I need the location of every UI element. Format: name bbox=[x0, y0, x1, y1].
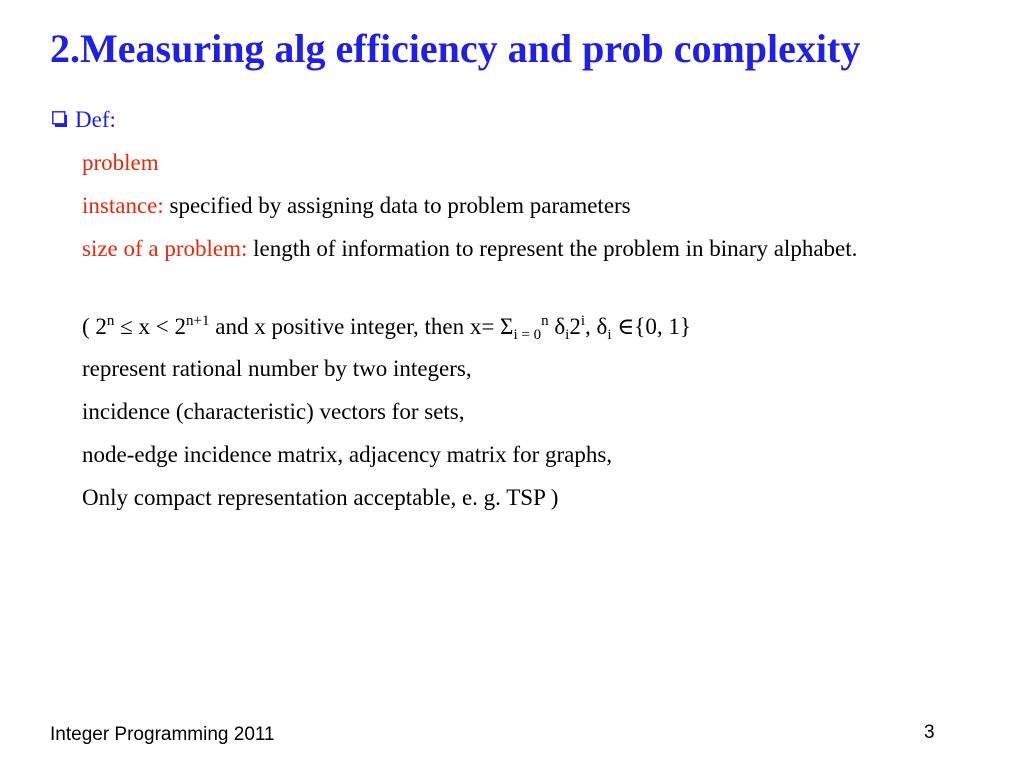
formula-part: and x positive integer, then x= Σ bbox=[209, 314, 514, 339]
checkbox-icon bbox=[52, 111, 68, 128]
instance-term: instance: bbox=[82, 193, 164, 218]
formula-superscript: n bbox=[106, 313, 115, 329]
formula-subscript: i bbox=[565, 327, 570, 343]
page-number: 3 bbox=[924, 722, 935, 743]
node-edge-line: node-edge incidence matrix, adjacency matrix for graphs, bbox=[82, 442, 613, 467]
size-line bbox=[82, 232, 970, 265]
size-term: size of a problem: bbox=[82, 236, 248, 261]
formula-part: 2 bbox=[569, 314, 581, 339]
formula-subscript: i bbox=[607, 327, 612, 343]
problem-term: problem bbox=[82, 150, 159, 175]
formula-part: ∈{0, 1} bbox=[611, 314, 691, 339]
formula-superscript: i bbox=[580, 313, 586, 329]
def-bullet bbox=[52, 106, 116, 134]
size-definition: length of information to represent the problem in binary alphabet. bbox=[247, 236, 858, 261]
compact-line: Only compact representation acceptable, e. g. TSP ) bbox=[82, 485, 559, 510]
formula-part: δ bbox=[548, 314, 566, 339]
formula-superscript: n bbox=[541, 313, 549, 329]
instance-line bbox=[82, 189, 970, 222]
incidence-line: incidence (characteristic) vectors for sets, bbox=[82, 399, 465, 424]
formula-part: , δ bbox=[585, 314, 608, 339]
formula-line bbox=[82, 310, 970, 343]
formula-subscript: i = 0 bbox=[513, 327, 542, 343]
slide-title: 2.Measuring alg efficiency and prob complexity bbox=[50, 26, 861, 71]
footer-course: Integer Programming 2011 bbox=[50, 724, 275, 745]
formula-superscript: n+1 bbox=[186, 313, 210, 329]
instance-definition: specified by assigning data to problem parameters bbox=[163, 193, 631, 218]
rational-line: represent rational number by two integers, bbox=[82, 356, 472, 381]
formula-part: ≤ x < 2 bbox=[114, 314, 187, 339]
formula-part: ( 2 bbox=[82, 314, 107, 339]
def-label: Def: bbox=[75, 107, 116, 132]
